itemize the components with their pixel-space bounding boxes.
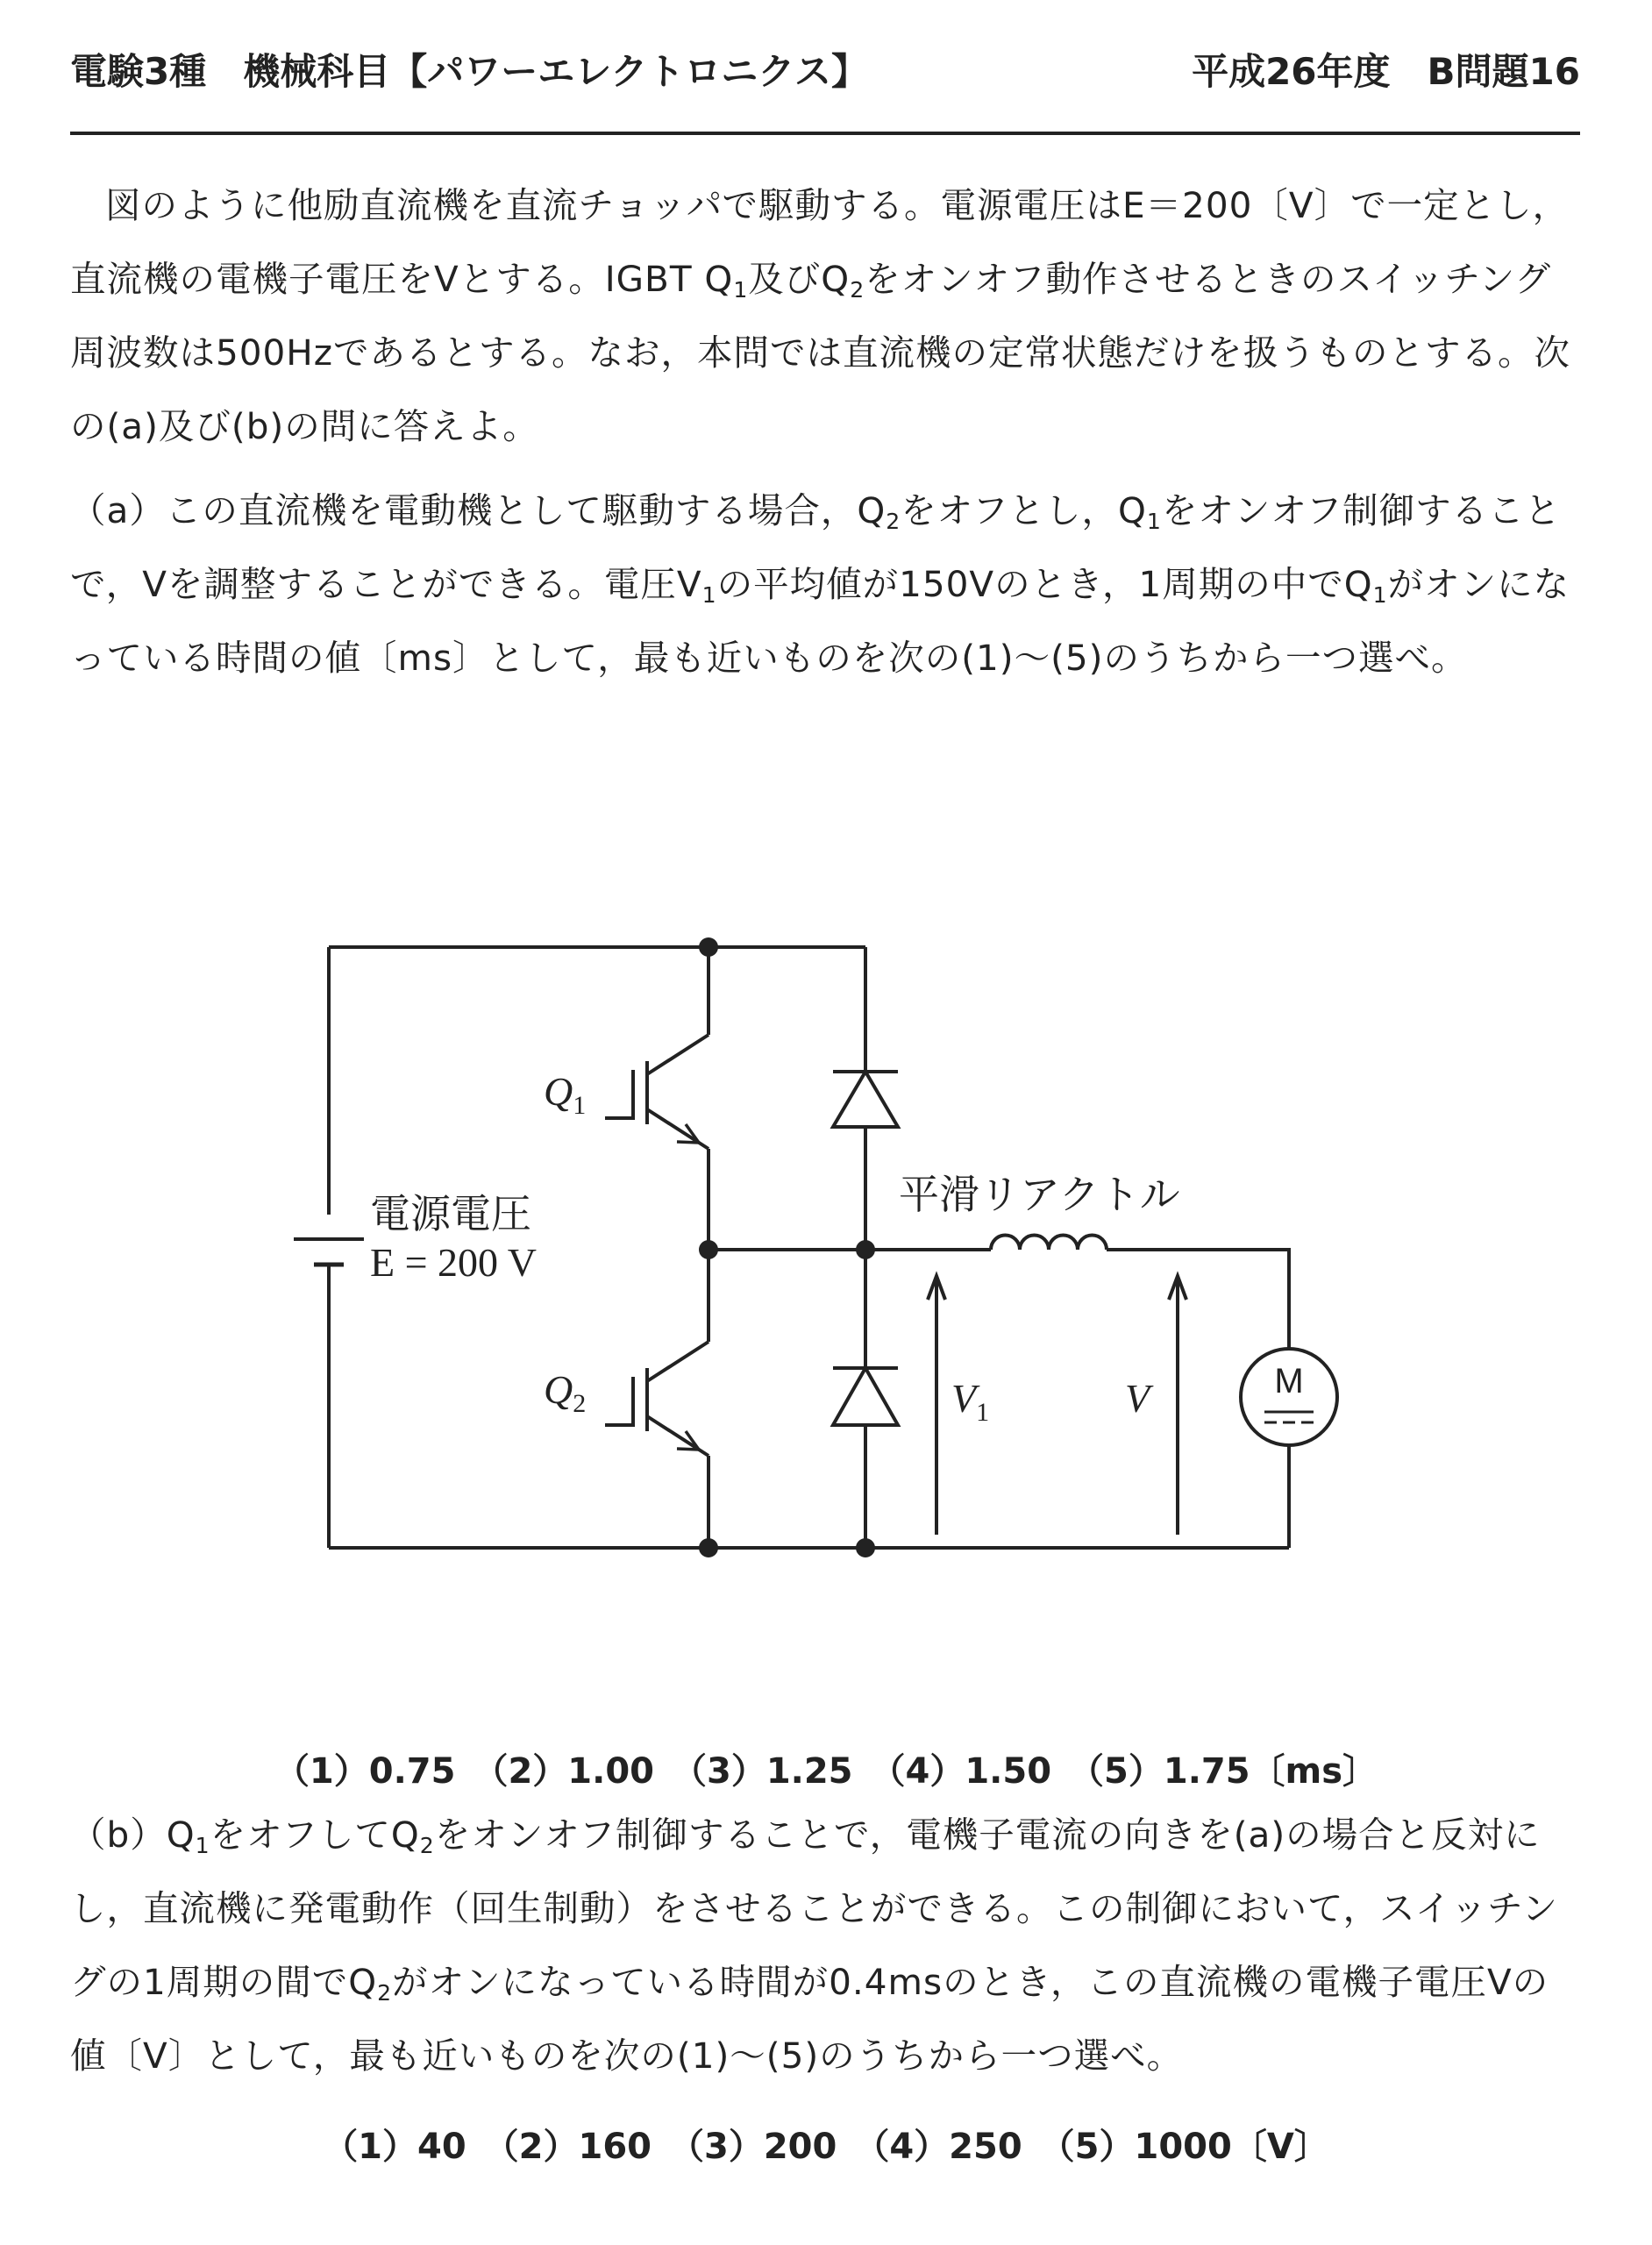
text-run: の平均値が150Vのとき，1周期の中でQ <box>716 563 1373 605</box>
v-label: V <box>1125 1376 1150 1421</box>
battery-symbol <box>294 1239 364 1265</box>
text-run: をオフしてQ <box>210 1814 420 1856</box>
igbt-q2 <box>605 1342 709 1456</box>
reactor-label: 平滑リアクトル <box>899 1172 1180 1217</box>
header-exam-info: 平成26年度 B問題16 <box>1192 50 1580 93</box>
diode-lower <box>833 1368 898 1425</box>
diode-upper <box>833 1072 898 1127</box>
subscript: 1 <box>701 582 717 609</box>
subscript: 2 <box>850 277 865 303</box>
subscript: 2 <box>419 1833 435 1859</box>
source-value: E = 200 V <box>370 1240 537 1285</box>
text-run: 図のように他励直流機を直流チョッパで駆動する。電源電圧はE＝200〔V〕で一定とし，直流機の電機子電圧をVとする。IGBT Q <box>70 184 1570 300</box>
subscript: 1 <box>1146 509 1162 535</box>
motor-symbol <box>1241 1349 1337 1445</box>
text-run: をオフとし，Q <box>901 489 1147 531</box>
choices-a: （1）0.75 （2）1.00 （3）1.25 （4）1.50 （5）1.75〔ms〕 <box>274 1751 1378 1792</box>
igbt-q1 <box>605 1035 709 1149</box>
choices-b: （1）40 （2）160 （3）200 （4）250 （5）1000〔V〕 <box>323 2127 1329 2167</box>
subscript: 2 <box>886 509 901 535</box>
text-run: をオンオフ動作させるときのスイッチング周波数は500Hzであるとする。なお，本問では直流機の定常状態だけを扱うものとする。次の(a)及び(b)の問に答えよ。 <box>70 258 1571 447</box>
header-title: 電験3種 機械科目【パワーエレクトロニクス】 <box>70 50 868 93</box>
motor-label: M <box>1274 1362 1304 1400</box>
q2-label: $Q_2$ <box>544 1367 587 1418</box>
junction-dots <box>699 937 875 1557</box>
v1-label: $V_1$ <box>951 1376 990 1427</box>
q1-label: $Q_1$ <box>544 1069 587 1120</box>
v1-arrow <box>928 1276 945 1535</box>
text-run: をオンオフ制御することで，Vを調整することができる。電圧V <box>70 489 1562 605</box>
subscript: 1 <box>733 277 749 303</box>
subscript: 2 <box>377 1980 393 2006</box>
subscript: 1 <box>195 1833 210 1859</box>
smoothing-reactor <box>991 1236 1107 1251</box>
text-run: （b）Q <box>70 1814 196 1856</box>
question-b-paragraph <box>70 1798 1580 2092</box>
subscript: 1 <box>1372 582 1388 609</box>
text-run: がオンになっている時間の値〔ms〕として，最も近いものを次の(1)〜(5)のうちから一つ選べ。 <box>70 563 1570 679</box>
text-run: がオンになっている時間が0.4msのとき，この直流機の電機子電圧Vの値〔V〕として，最も近いものを次の(1)〜(5)のうちから一つ選べ。 <box>70 1961 1549 2077</box>
v-arrow <box>1169 1276 1186 1535</box>
text-run: 及びQ <box>748 258 851 300</box>
text-run: をオンオフ制御することで，電機子電流の向きを(a)の場合と反対にし，直流機に発電動作（回生制動）をさせることができる。この制御において，スイッチングの1周期の間でQ <box>70 1814 1559 2003</box>
source-label: 電源電圧 <box>370 1192 531 1237</box>
text-run: （a）この直流機を電動機として駆動する場合，Q <box>70 489 887 531</box>
wire-to-motor <box>1107 1250 1289 1349</box>
